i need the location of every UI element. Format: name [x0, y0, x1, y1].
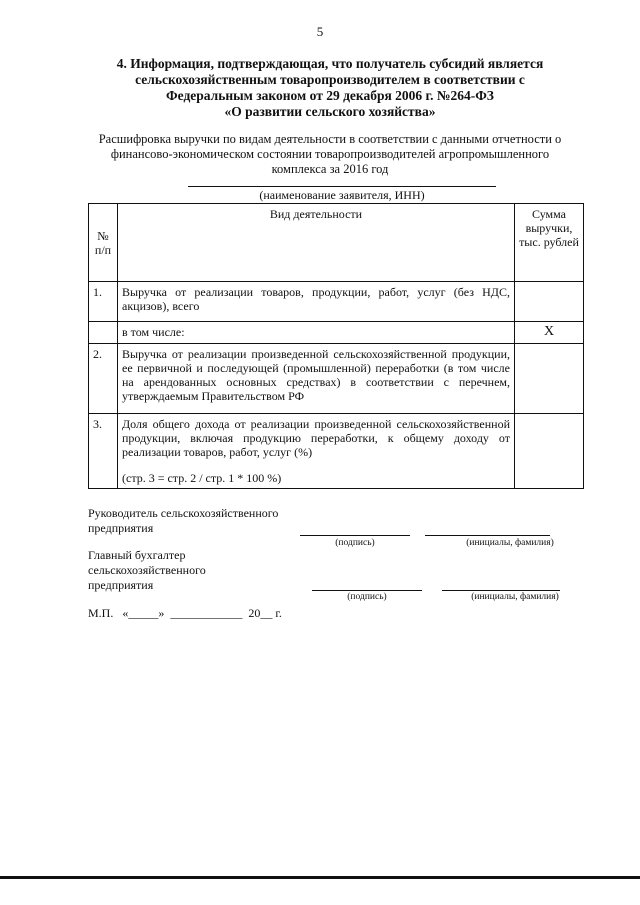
subtitle-line-3: комплекса за 2016 год: [271, 162, 389, 176]
header-num: [89, 204, 118, 282]
header-activity: Вид деятельности: [118, 204, 515, 282]
applicant-caption: (наименование заявителя, ИНН): [259, 188, 425, 202]
row-number: 1.: [89, 282, 118, 322]
head-signatory: [88, 506, 278, 536]
table-row: [89, 322, 584, 344]
table-row: [89, 282, 584, 322]
row-sum[interactable]: [515, 344, 584, 414]
subtitle-line-1: Расшифровка выручки по видам деятельности в соответствии с данными отчетности о: [98, 132, 562, 146]
accountant-signatory: [88, 548, 206, 593]
row-number: 2.: [89, 344, 118, 414]
row-sum: Х: [515, 322, 584, 344]
subtitle: [90, 132, 570, 177]
stamp-date-line: М.П. «_____» ____________ 20__ г.: [88, 606, 282, 620]
accountant-signature-line[interactable]: [312, 590, 422, 591]
section-heading: [80, 56, 580, 120]
table-row: [89, 414, 584, 489]
row-activity: [118, 414, 515, 489]
heading-line-3: Федеральным законом от 29 декабря 2006 г. №264-ФЗ: [166, 88, 494, 103]
header-sum-line-3: тыс. рублей: [519, 235, 579, 249]
header-num-line-1: №: [97, 228, 109, 243]
head-name-line[interactable]: [425, 535, 550, 536]
head-signature-line[interactable]: [300, 535, 410, 536]
row-number: [89, 322, 118, 344]
accountant-name-caption: (инициалы, фамилия): [471, 592, 559, 602]
row3-text: Доля общего дохода от реализации произведенной сельскохозяйственной продукции, включая продукцию переработки, к общему доходу от реализации товаров, работ, услуг (%): [122, 417, 510, 459]
heading-line-4: «О развитии сельского хозяйства»: [224, 104, 436, 119]
accountant-title-line-3: предприятия: [88, 578, 154, 592]
accountant-title-line-1: Главный бухгалтер: [88, 548, 186, 562]
page-number: 5: [316, 24, 324, 39]
table-header-row: [89, 204, 584, 282]
head-title-line-1: Руководитель сельскохозяйственного: [88, 506, 279, 520]
head-title-line-2: предприятия: [88, 521, 154, 535]
accountant-name-line[interactable]: [442, 590, 560, 591]
accountant-title-line-2: сельскохозяйственного: [88, 563, 206, 577]
row-activity: Выручка от реализации товаров, продукции, работ, услуг (без НДС, акцизов), всего: [118, 282, 515, 322]
header-num-line-2: п/п: [94, 242, 112, 257]
header-sum: [515, 204, 584, 282]
row-number: 3.: [89, 414, 118, 489]
row-sum[interactable]: [515, 282, 584, 322]
heading-line-2: сельскохозяйственным товаропроизводителем в соответствии с: [135, 72, 525, 87]
head-signature-caption: (подпись): [335, 538, 375, 548]
row-activity: Выручка от реализации произведенной сельскохозяйственной продукции, ее первичной и последующей (промышленной) переработки (в том числе на арендованных основных средствах) в соответствии с перечнем, утверждаемым Правительством РФ: [118, 344, 515, 414]
row3-formula: (стр. 3 = стр. 2 / стр. 1 * 100 %): [122, 471, 282, 485]
header-sum-line-2: выручки,: [525, 221, 573, 235]
row-activity: в том числе:: [118, 322, 515, 344]
bottom-rule: [0, 876, 640, 879]
heading-line-1: 4. Информация, подтверждающая, что получатель субсидий является: [116, 56, 544, 71]
applicant-name-line: [188, 186, 496, 187]
head-name-caption: (инициалы, фамилия): [466, 538, 554, 548]
subtitle-line-2: финансово-экономическом состоянии товаропроизводителей агропромышленного: [110, 147, 550, 161]
revenue-table: [88, 203, 584, 489]
table-row: [89, 344, 584, 414]
accountant-signature-caption: (подпись): [347, 592, 387, 602]
header-sum-line-1: Сумма: [532, 207, 566, 221]
row-sum[interactable]: [515, 414, 584, 489]
